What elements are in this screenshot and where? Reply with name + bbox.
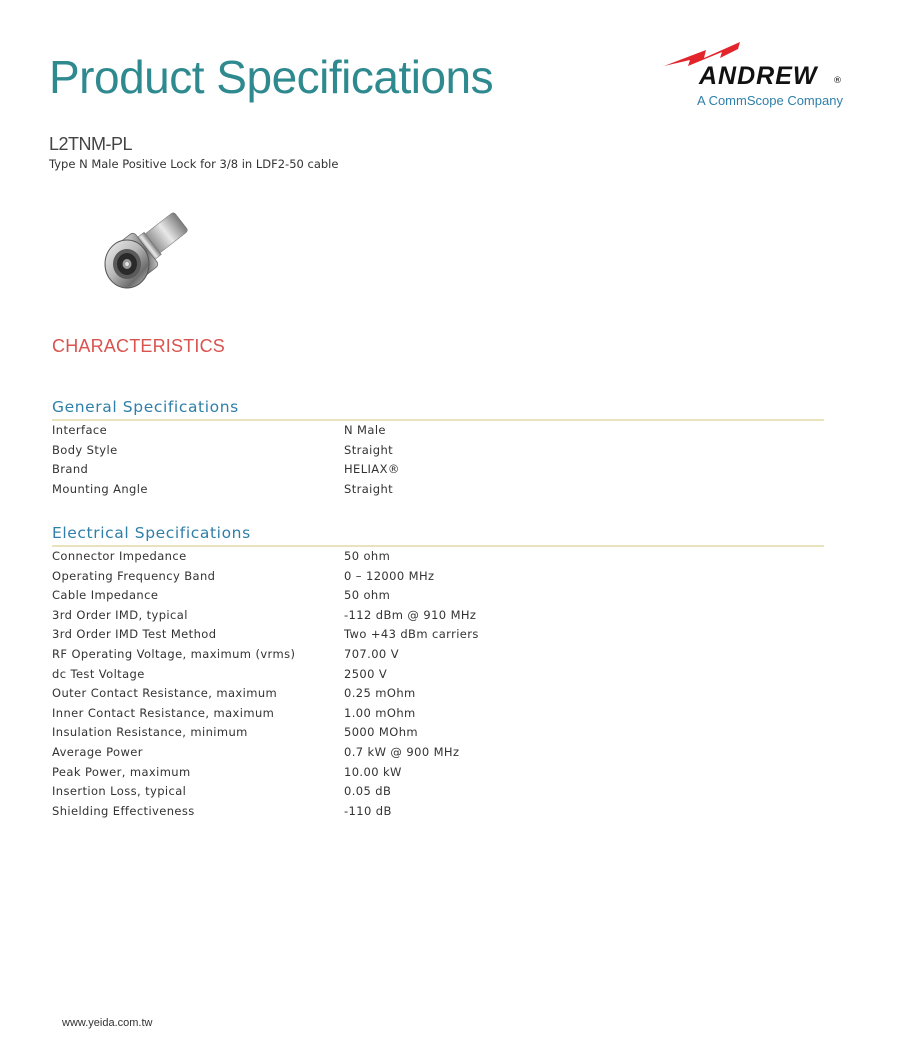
spec-label: Cable Impedance — [52, 588, 159, 603]
spec-value: HELIAX® — [344, 462, 400, 477]
product-model: L2TNM-PL — [49, 134, 133, 154]
spec-value: Two +43 dBm carriers — [344, 627, 479, 642]
spec-value: 0.7 kW @ 900 MHz — [344, 744, 460, 759]
section-title: General Specifications — [52, 398, 824, 421]
spec-label: Insertion Loss, typical — [52, 784, 187, 799]
spec-row — [52, 586, 824, 606]
n-male-connector-icon — [95, 198, 205, 298]
spec-row — [52, 782, 824, 802]
section-title: Electrical Specifications — [52, 524, 824, 547]
spec-label: Insulation Resistance, minimum — [52, 725, 248, 740]
spec-row — [52, 567, 824, 587]
footer-url: www.yeida.com.tw — [62, 1017, 153, 1029]
product-description: Type N Male Positive Lock for 3/8 in LDF2-50 cable — [49, 157, 339, 171]
spec-value: -110 dB — [344, 803, 392, 818]
spec-row — [52, 645, 824, 665]
spec-row — [52, 743, 824, 763]
spec-value: 0 – 12000 MHz — [344, 568, 435, 583]
logo-name: ANDREW — [699, 62, 818, 90]
spec-value: Straight — [344, 442, 394, 457]
spec-row — [52, 547, 824, 567]
general-specifications-section — [52, 398, 824, 499]
spec-label: Average Power — [52, 744, 143, 759]
spec-value: 2500 V — [344, 666, 388, 681]
spec-label: Brand — [52, 462, 89, 477]
spec-row — [52, 763, 824, 783]
spec-row — [52, 421, 824, 441]
page-title: Product Specifications — [49, 51, 494, 103]
spec-label: 3rd Order IMD Test Method — [52, 627, 217, 642]
spec-label: Mounting Angle — [52, 481, 148, 496]
spec-row — [52, 606, 824, 626]
spec-row — [52, 480, 824, 500]
spec-value: 0.05 dB — [344, 784, 392, 799]
spec-value: 10.00 kW — [344, 764, 402, 779]
spec-label: Inner Contact Resistance, maximum — [52, 705, 275, 720]
spec-value: Straight — [344, 481, 394, 496]
spec-label: RF Operating Voltage, maximum (vrms) — [52, 646, 296, 661]
spec-value: 707.00 V — [344, 646, 399, 661]
spec-label: Connector Impedance — [52, 549, 187, 563]
spec-row — [52, 460, 824, 480]
spec-row — [52, 441, 824, 461]
andrew-logo — [660, 36, 850, 116]
spec-row — [52, 684, 824, 704]
spec-row — [52, 665, 824, 685]
spec-value: 50 ohm — [344, 588, 391, 603]
spec-row — [52, 704, 824, 724]
spec-row — [52, 625, 824, 645]
spec-value: -112 dBm @ 910 MHz — [344, 607, 477, 622]
spec-label: Shielding Effectiveness — [52, 803, 195, 818]
spec-row — [52, 802, 824, 822]
electrical-specifications-section — [52, 524, 824, 821]
spec-value: 5000 MOhm — [344, 725, 418, 740]
spec-label: Peak Power, maximum — [52, 764, 191, 779]
spec-label: dc Test Voltage — [52, 666, 145, 681]
spec-value: 0.25 mOhm — [344, 686, 416, 701]
logo-tagline: A CommScope Company — [697, 93, 843, 108]
spec-value: N Male — [344, 423, 386, 437]
spec-label: Body Style — [52, 442, 118, 457]
spec-label: Operating Frequency Band — [52, 568, 216, 583]
logo-registered-mark: ® — [833, 76, 842, 86]
spec-row — [52, 723, 824, 743]
spec-label: 3rd Order IMD, typical — [52, 607, 188, 622]
characteristics-heading: CHARACTERISTICS — [52, 336, 226, 356]
spec-label: Interface — [52, 423, 108, 437]
spec-value: 50 ohm — [344, 549, 391, 563]
spec-value: 1.00 mOhm — [344, 705, 416, 720]
spec-label: Outer Contact Resistance, maximum — [52, 686, 278, 701]
